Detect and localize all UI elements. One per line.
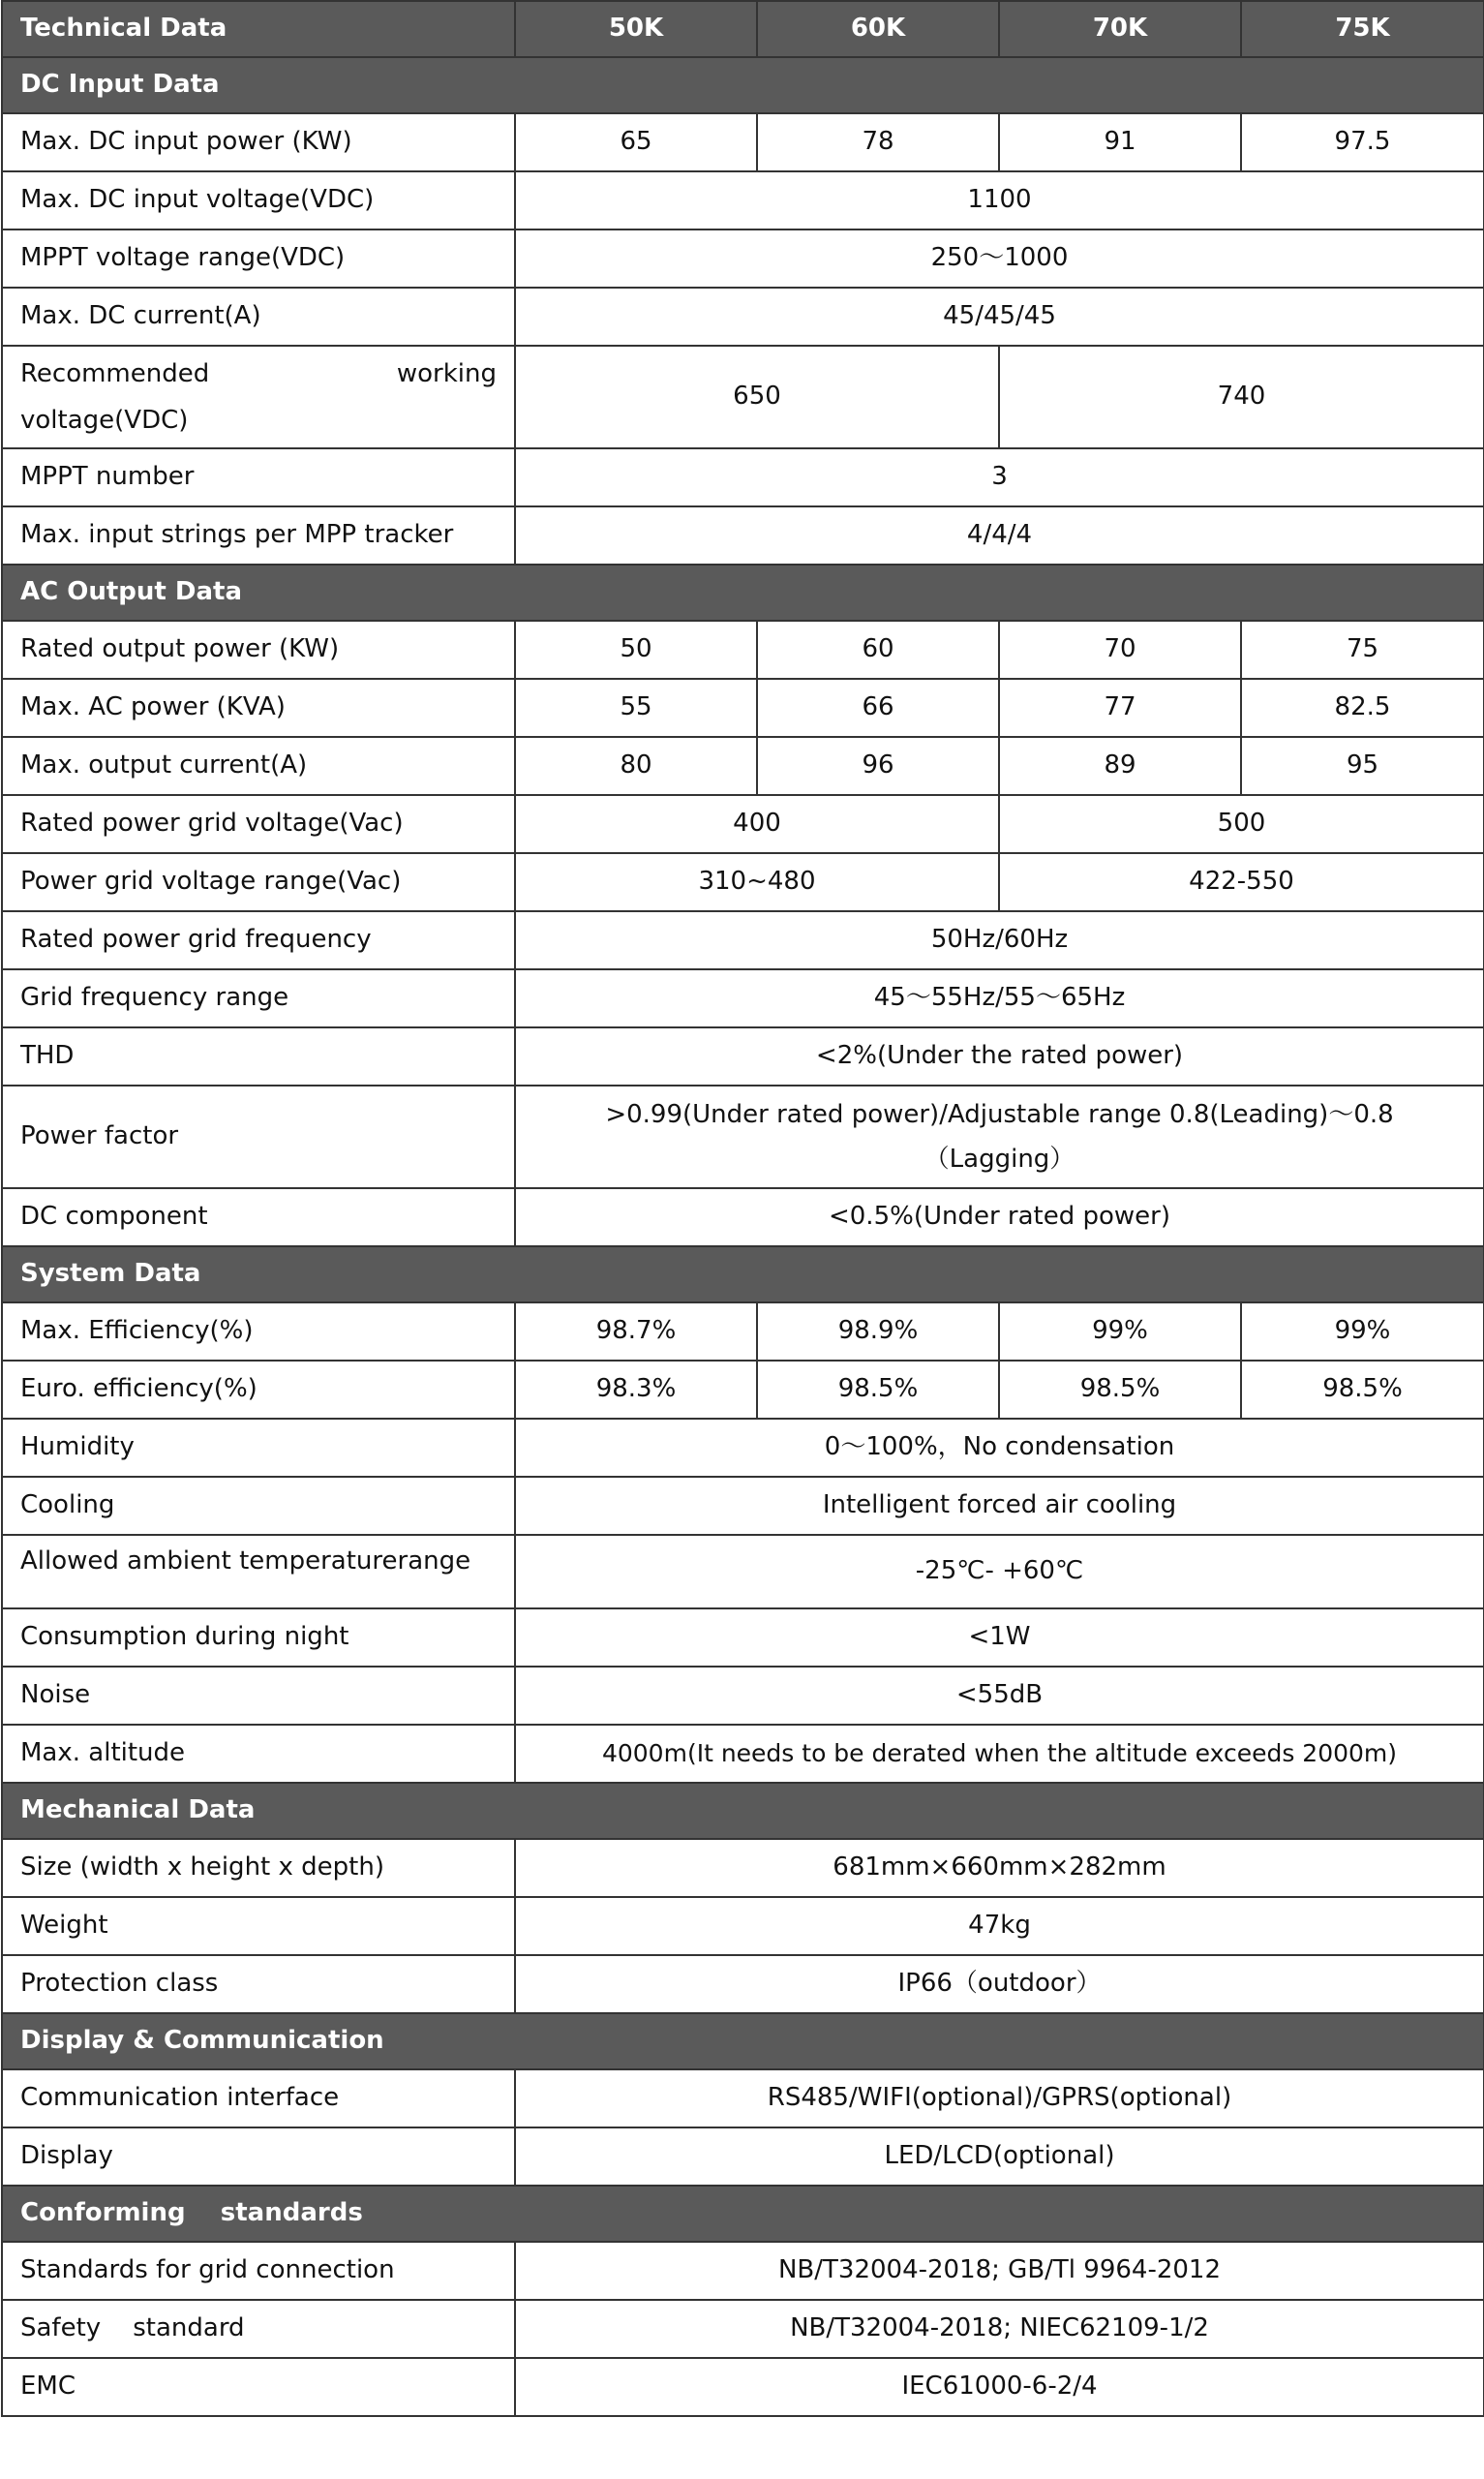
cell-value: 91 <box>999 113 1241 171</box>
cell-value: 82.5 <box>1241 679 1484 737</box>
cell-value: <0.5%(Under rated power) <box>515 1188 1484 1246</box>
table-row <box>2 1302 1484 1361</box>
table-row <box>2 1667 1484 1725</box>
table-row <box>2 1955 1484 2013</box>
table-row <box>2 679 1484 737</box>
model-60k: 60K <box>757 1 999 57</box>
row-label: Max. DC input power (KW) <box>2 113 515 171</box>
table-row <box>2 506 1484 565</box>
row-label: Cooling <box>2 1477 515 1535</box>
cell-value-line: （Lagging） <box>924 1145 1075 1174</box>
row-label: THD <box>2 1027 515 1086</box>
cell-value: 98.5% <box>1241 1361 1484 1419</box>
cell-value: 60 <box>757 621 999 679</box>
table-row <box>2 2069 1484 2127</box>
section-title: Conforming standards <box>2 2186 1484 2242</box>
row-label: Max. output current(A) <box>2 737 515 795</box>
table-row <box>2 737 1484 795</box>
table-header-row <box>2 1 1484 57</box>
section-title: DC Input Data <box>2 57 1484 113</box>
table-row <box>2 621 1484 679</box>
table-row <box>2 1535 1484 1608</box>
cell-value: 650 <box>515 346 999 448</box>
cell-value: 98.7% <box>515 1302 757 1361</box>
cell-value: 0～100%，No condensation <box>515 1419 1484 1477</box>
row-label: Size (width x height x depth) <box>2 1839 515 1897</box>
cell-value: 98.9% <box>757 1302 999 1361</box>
cell-value: 80 <box>515 737 757 795</box>
cell-value: 98.3% <box>515 1361 757 1419</box>
cell-value: 47kg <box>515 1897 1484 1955</box>
cell-value: 75 <box>1241 621 1484 679</box>
table-row <box>2 1027 1484 1086</box>
table-row <box>2 2358 1484 2416</box>
table-row <box>2 1419 1484 1477</box>
model-75k: 75K <box>1241 1 1484 57</box>
cell-value: Intelligent forced air cooling <box>515 1477 1484 1535</box>
table-row <box>2 346 1484 448</box>
cell-value: 66 <box>757 679 999 737</box>
cell-value: 500 <box>999 795 1484 853</box>
cell-value: 45～55Hz/55～65Hz <box>515 969 1484 1027</box>
section-ac-output <box>2 565 1484 621</box>
row-label: Consumption during night <box>2 1608 515 1667</box>
cell-value: 400 <box>515 795 999 853</box>
section-title: Mechanical Data <box>2 1783 1484 1839</box>
row-label: DC component <box>2 1188 515 1246</box>
cell-value: 310~480 <box>515 853 999 911</box>
row-label: Power grid voltage range(Vac) <box>2 853 515 911</box>
cell-value: 95 <box>1241 737 1484 795</box>
table-row <box>2 2242 1484 2300</box>
cell-value: IP66（outdoor） <box>515 1955 1484 2013</box>
cell-value: 96 <box>757 737 999 795</box>
table-row <box>2 2127 1484 2186</box>
table-row <box>2 853 1484 911</box>
row-label: Safety standard <box>2 2300 515 2358</box>
section-standards <box>2 2186 1484 2242</box>
cell-value: 50Hz/60Hz <box>515 911 1484 969</box>
row-label: EMC <box>2 2358 515 2416</box>
row-label: Max. AC power (KVA) <box>2 679 515 737</box>
header-title: Technical Data <box>2 1 515 57</box>
cell-value <box>515 1086 1484 1188</box>
section-title: Display & Communication <box>2 2013 1484 2069</box>
cell-value: 422-550 <box>999 853 1484 911</box>
table-row <box>2 448 1484 506</box>
cell-value: 97.5 <box>1241 113 1484 171</box>
technical-data-table <box>1 0 1484 2417</box>
table-row <box>2 1188 1484 1246</box>
row-label: Weight <box>2 1897 515 1955</box>
row-label: Grid frequency range <box>2 969 515 1027</box>
table-row <box>2 795 1484 853</box>
row-label: Max. altitude <box>2 1725 515 1783</box>
cell-value: 98.5% <box>999 1361 1241 1419</box>
table-row <box>2 1839 1484 1897</box>
cell-value: 99% <box>999 1302 1241 1361</box>
cell-value: <1W <box>515 1608 1484 1667</box>
row-label: Euro. efficiency(%) <box>2 1361 515 1419</box>
cell-value: 99% <box>1241 1302 1484 1361</box>
cell-value: 78 <box>757 113 999 171</box>
cell-value-line: >0.99(Under rated power)/Adjustable range 0.8(Leading)～0.8 <box>605 1100 1394 1129</box>
table-row <box>2 911 1484 969</box>
row-label: Humidity <box>2 1419 515 1477</box>
section-dc-input <box>2 57 1484 113</box>
table-row <box>2 2300 1484 2358</box>
cell-value: LED/LCD(optional) <box>515 2127 1484 2186</box>
cell-value: -25℃- +60℃ <box>515 1535 1484 1608</box>
cell-value: 1100 <box>515 171 1484 230</box>
row-label: Power factor <box>2 1086 515 1188</box>
row-label: Max. input strings per MPP tracker <box>2 506 515 565</box>
row-label: Rated power grid voltage(Vac) <box>2 795 515 853</box>
cell-value: 250～1000 <box>515 230 1484 288</box>
cell-value: 4000m(It needs to be derated when the altitude exceeds 2000m) <box>515 1725 1484 1783</box>
table-row <box>2 1608 1484 1667</box>
table-row <box>2 1725 1484 1783</box>
cell-value: IEC61000-6-2/4 <box>515 2358 1484 2416</box>
section-title: System Data <box>2 1246 1484 1302</box>
table-row <box>2 113 1484 171</box>
cell-value: 740 <box>999 346 1484 448</box>
cell-value: <2%(Under the rated power) <box>515 1027 1484 1086</box>
row-label: Protection class <box>2 1955 515 2013</box>
table-row <box>2 1477 1484 1535</box>
model-50k: 50K <box>515 1 757 57</box>
row-label: MPPT number <box>2 448 515 506</box>
section-mechanical <box>2 1783 1484 1839</box>
table-row <box>2 288 1484 346</box>
row-label: Rated power grid frequency <box>2 911 515 969</box>
table-row <box>2 969 1484 1027</box>
cell-value: 50 <box>515 621 757 679</box>
section-display-communication <box>2 2013 1484 2069</box>
row-label: Display <box>2 2127 515 2186</box>
row-label-part: voltage(VDC) <box>20 406 189 435</box>
cell-value: 45/45/45 <box>515 288 1484 346</box>
table-row <box>2 171 1484 230</box>
cell-value: 65 <box>515 113 757 171</box>
cell-value: 55 <box>515 679 757 737</box>
cell-value: NB/T32004-2018; NIEC62109-1/2 <box>515 2300 1484 2358</box>
cell-value: <55dB <box>515 1667 1484 1725</box>
cell-value: 4/4/4 <box>515 506 1484 565</box>
cell-value: 89 <box>999 737 1241 795</box>
cell-value: RS485/WIFI(optional)/GPRS(optional) <box>515 2069 1484 2127</box>
cell-value: 3 <box>515 448 1484 506</box>
row-label: Communication interface <box>2 2069 515 2127</box>
section-system <box>2 1246 1484 1302</box>
row-label: Standards for grid connection <box>2 2242 515 2300</box>
row-label: Max. DC input voltage(VDC) <box>2 171 515 230</box>
cell-value: 98.5% <box>757 1361 999 1419</box>
table-row <box>2 1361 1484 1419</box>
cell-value: 681mm×660mm×282mm <box>515 1839 1484 1897</box>
table-row <box>2 1897 1484 1955</box>
model-70k: 70K <box>999 1 1241 57</box>
row-label: Rated output power (KW) <box>2 621 515 679</box>
table-row <box>2 1086 1484 1188</box>
row-label <box>2 346 515 448</box>
row-label: MPPT voltage range(VDC) <box>2 230 515 288</box>
row-label: Noise <box>2 1667 515 1725</box>
cell-value: NB/T32004-2018; GB/Tl 9964-2012 <box>515 2242 1484 2300</box>
section-title: AC Output Data <box>2 565 1484 621</box>
row-label: Max. Efficiency(%) <box>2 1302 515 1361</box>
row-label: Max. DC current(A) <box>2 288 515 346</box>
cell-value: 77 <box>999 679 1241 737</box>
table-row <box>2 230 1484 288</box>
row-label-part: working <box>396 359 497 388</box>
row-label: Allowed ambient temperaturerange <box>2 1535 515 1608</box>
cell-value: 70 <box>999 621 1241 679</box>
row-label-part: Recommended <box>20 359 210 388</box>
